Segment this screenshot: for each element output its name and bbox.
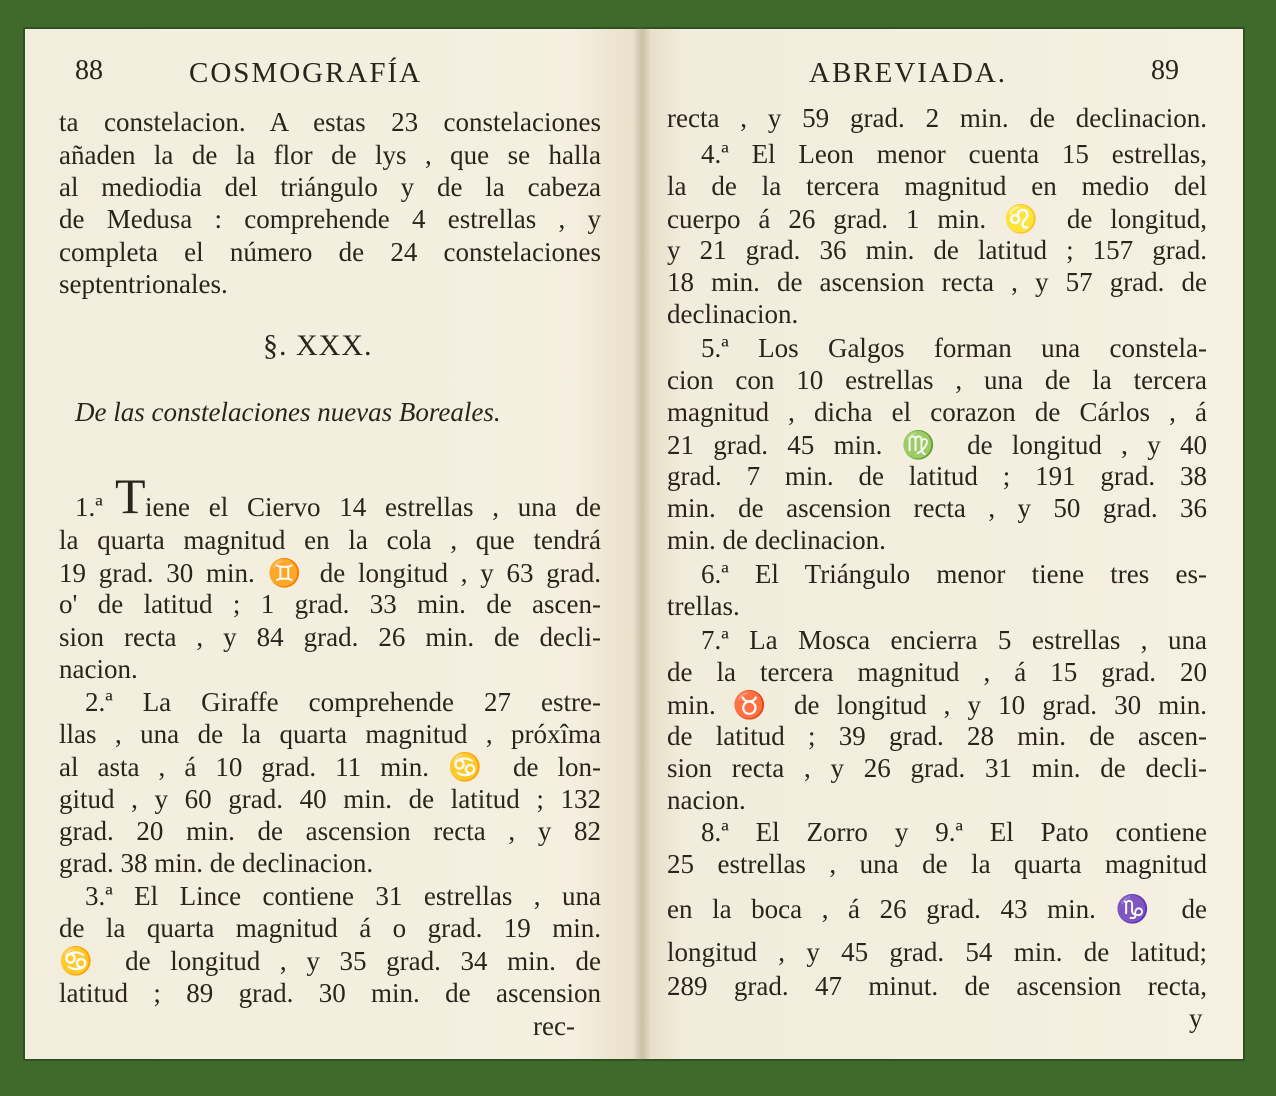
text-line: sion recta , y 26 grad. 31 min. de decli-: [667, 753, 1207, 783]
text-line: completa el número de 24 constelaciones: [59, 237, 601, 267]
text-line: declinacion.: [667, 299, 799, 329]
text-line: llas , una de la quarta magnitud , próxîma: [59, 719, 601, 749]
text-line: en la boca , á 26 grad. 43 min. ♑ de: [667, 894, 1207, 924]
text-line: 5.ª Los Galgos forman una constela-: [701, 333, 1207, 363]
paragraph-number: 1.ª: [75, 492, 103, 522]
text-line: 21 grad. 45 min. ♍ de longitud , y 40: [667, 430, 1207, 460]
running-head: COSMOGRAFÍA: [189, 57, 423, 89]
catchword: rec-: [533, 1011, 575, 1041]
text-line: grad. 7 min. de latitud ; 191 grad. 38: [667, 461, 1207, 491]
text-line: de Medusa : comprehende 4 estrellas , y: [59, 204, 601, 234]
text-line: septentrionales.: [59, 269, 228, 299]
text-line: y 21 grad. 36 min. de latitud ; 157 grad.: [667, 235, 1207, 265]
text-line: latitud ; 89 grad. 30 min. de ascension: [59, 978, 601, 1008]
text-line: 7.ª La Mosca encierra 5 estrellas , una: [701, 625, 1207, 655]
text-line: cuerpo á 26 grad. 1 min. ♌ de longitud,: [667, 204, 1207, 234]
text-line: nacion.: [667, 785, 746, 815]
text-line: de la quarta magnitud á o grad. 19 min.: [59, 913, 601, 943]
text-line: 289 grad. 47 minut. de ascension recta,: [667, 971, 1207, 1001]
catchword: y: [1189, 1003, 1203, 1033]
text-line: o' de latitud ; 1 grad. 33 min. de ascen-: [59, 589, 601, 619]
text-line: la de la tercera magnitud en medio del: [667, 171, 1207, 201]
page-number: 88: [75, 55, 103, 86]
book-spread: [23, 27, 1245, 1061]
text-line: nacion.: [59, 654, 138, 684]
text-line: 8.ª El Zorro y 9.ª El Pato contiene: [701, 817, 1207, 847]
text-line: 3.ª El Lince contiene 31 estrellas , una: [85, 881, 601, 911]
text-line: ♋ de longitud , y 35 grad. 34 min. de: [59, 946, 601, 976]
text-line: 6.ª El Triángulo menor tiene tres es-: [701, 559, 1207, 589]
left-page: [23, 27, 635, 1061]
text-line: 4.ª El Leon menor cuenta 15 estrellas,: [701, 139, 1207, 169]
text-line: 18 min. de ascension recta , y 57 grad. de: [667, 267, 1207, 297]
right-page: [637, 27, 1245, 1061]
text-line: recta , y 59 grad. 2 min. de declinacion.: [667, 103, 1207, 133]
text-line: iene el Ciervo 14 estrellas , una de: [145, 492, 601, 522]
text-line: de la tercera magnitud , á 15 grad. 20: [667, 657, 1207, 687]
drop-cap: T: [115, 468, 146, 524]
page-number: 89: [1151, 55, 1179, 86]
text-line: magnitud , dicha el corazon de Cárlos , á: [667, 397, 1207, 427]
text-line: cion con 10 estrellas , una de la tercera: [667, 365, 1207, 395]
text-line: 25 estrellas , una de la quarta magnitud: [667, 849, 1207, 879]
text-line: la quarta magnitud en la cola , que tendrá: [59, 525, 601, 555]
text-line: 2.ª La Giraffe comprehende 27 estre-: [85, 687, 601, 717]
text-line: 19 grad. 30 min. ♊ de longitud , y 63 grad.: [59, 558, 601, 588]
text-line: al asta , á 10 grad. 11 min. ♋ de lon-: [59, 752, 601, 782]
running-head: ABREVIADA.: [809, 57, 1008, 89]
text-line: min. de ascension recta , y 50 grad. 36: [667, 493, 1207, 523]
text-line: min. ♉ de longitud , y 10 grad. 30 min.: [667, 690, 1207, 720]
text-line: gitud , y 60 grad. 40 min. de latitud ; 132: [59, 784, 601, 814]
text-line: añaden la de la flor de lys , que se halla: [59, 140, 601, 170]
text-line: al mediodia del triángulo y de la cabeza: [59, 172, 601, 202]
text-line: grad. 38 min. de declinacion.: [59, 848, 374, 878]
text-line: min. de declinacion.: [667, 525, 886, 555]
text-line: longitud , y 45 grad. 54 min. de latitud;: [667, 937, 1207, 967]
text-line: ta constelacion. A estas 23 constelaciones: [59, 107, 601, 137]
text-line: trellas.: [667, 591, 740, 621]
section-heading: §. XXX.: [263, 329, 373, 362]
text-line: grad. 20 min. de ascension recta , y 82: [59, 816, 601, 846]
section-title: De las constelaciones nuevas Boreales.: [75, 397, 501, 427]
text-line: de latitud ; 39 grad. 28 min. de ascen-: [667, 721, 1207, 751]
text-line: sion recta , y 84 grad. 26 min. de decli-: [59, 622, 601, 652]
